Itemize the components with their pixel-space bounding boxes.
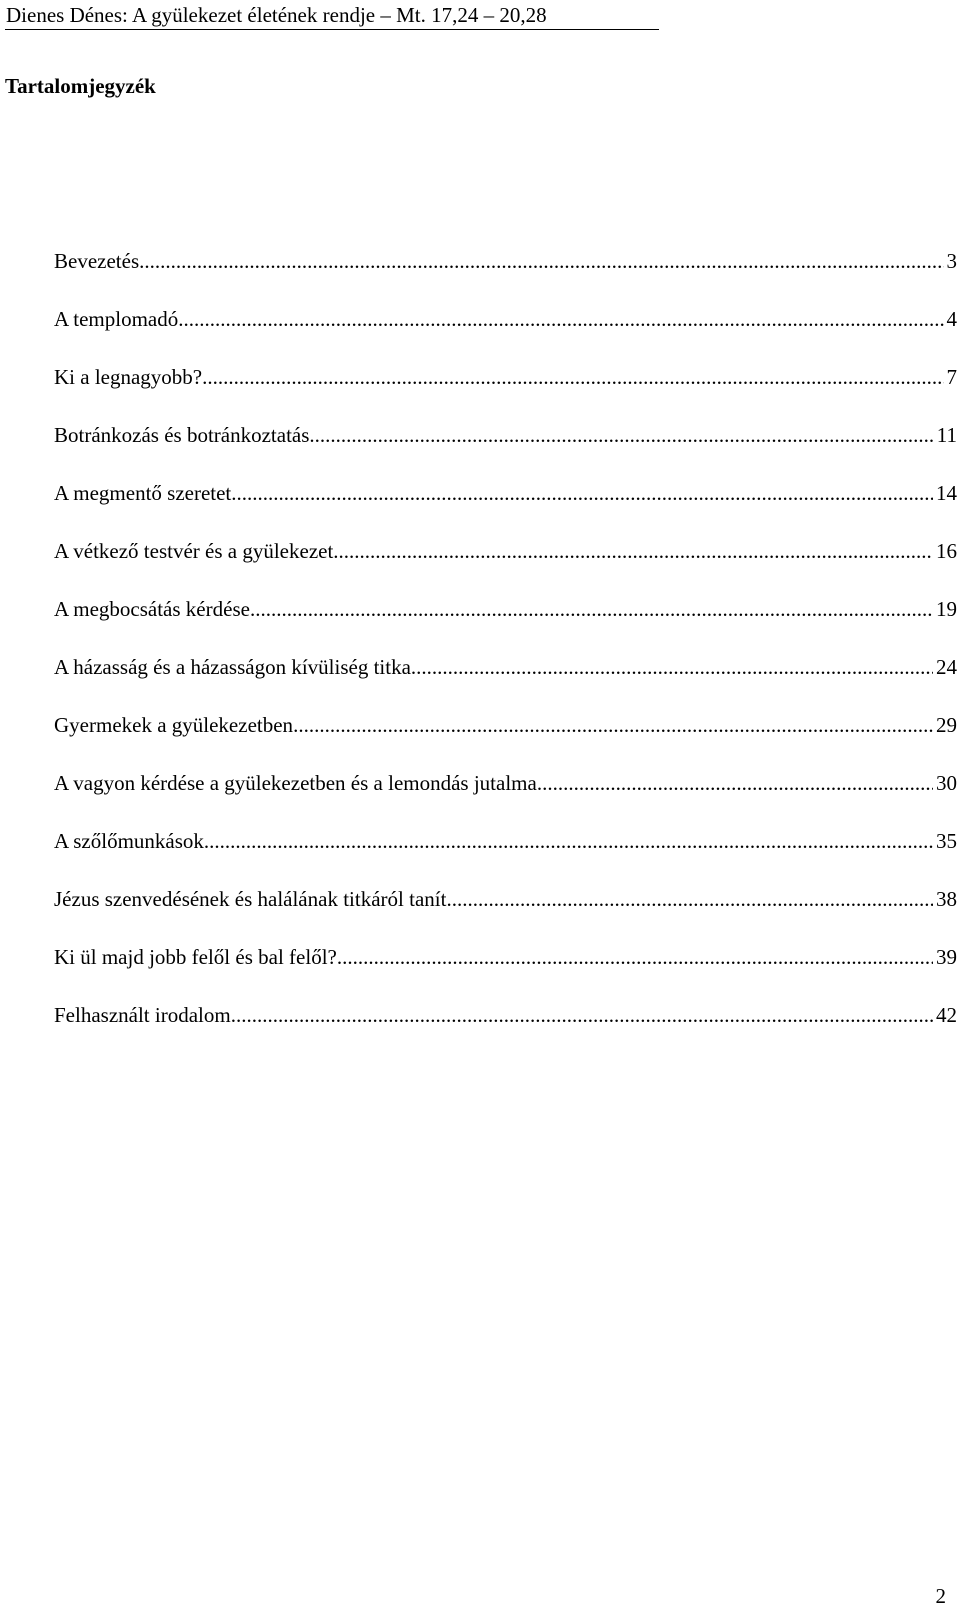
toc-entry-page: 4: [946, 307, 957, 331]
dot-leader: [411, 653, 933, 681]
dot-leader: [537, 769, 933, 797]
toc-entry-page: 24: [936, 655, 957, 679]
toc-entry[interactable]: [54, 943, 957, 1001]
toc-entry-page: 30: [936, 771, 957, 795]
toc-entry-page: 38: [936, 887, 957, 911]
toc-entry-page: 42: [936, 1003, 957, 1027]
dot-leader: [250, 595, 933, 623]
toc-entry-page: 19: [936, 597, 957, 621]
toc-entry-label: A megbocsátás kérdése: [54, 597, 250, 621]
toc-entry[interactable]: [54, 653, 957, 711]
toc-title: Tartalomjegyzék: [5, 74, 156, 98]
page-number: 2: [935, 1584, 946, 1608]
toc-entry[interactable]: [54, 421, 957, 479]
toc-entry-page: 14: [936, 481, 957, 505]
toc-entry[interactable]: [54, 363, 957, 421]
toc-entry[interactable]: [54, 305, 957, 363]
dot-leader: [202, 363, 943, 391]
toc-entry-page: 3: [946, 249, 957, 273]
toc-entry-label: A vagyon kérdése a gyülekezetben és a lemondás jutalma: [54, 771, 537, 795]
toc-entry-page: 39: [936, 945, 957, 969]
toc-entry-label: A szőlőmunkások: [54, 829, 204, 853]
toc-entry-label: Botránkozás és botránkoztatás: [54, 423, 310, 447]
dot-leader: [293, 711, 933, 739]
dot-leader: [309, 421, 933, 449]
dot-leader: [231, 479, 933, 507]
toc-entry-label: Ki a legnagyobb?: [54, 365, 203, 389]
toc-entry[interactable]: [54, 247, 957, 305]
toc-entry-label: Ki ül majd jobb felől és bal felől?: [54, 945, 337, 969]
header-underline: [5, 29, 659, 30]
table-of-contents: [54, 247, 957, 1059]
dot-leader: [139, 247, 943, 275]
toc-entry[interactable]: [54, 479, 957, 537]
dot-leader: [337, 943, 933, 971]
dot-leader: [204, 827, 933, 855]
dot-leader: [231, 1001, 933, 1029]
toc-entry[interactable]: [54, 537, 957, 595]
toc-entry-label: Gyermekek a gyülekezetben: [54, 713, 294, 737]
dot-leader: [333, 537, 933, 565]
toc-entry-page: 29: [936, 713, 957, 737]
toc-entry[interactable]: [54, 711, 957, 769]
dot-leader: [178, 305, 943, 333]
toc-entry[interactable]: [54, 595, 957, 653]
toc-entry[interactable]: [54, 885, 957, 943]
toc-entry-label: A vétkező testvér és a gyülekezet: [54, 539, 334, 563]
toc-entry-page: 11: [936, 423, 957, 447]
toc-entry-label: A házasság és a házasságon kívüliség titka: [54, 655, 411, 679]
running-header: Dienes Dénes: A gyülekezet életének rendje – Mt. 17,24 – 20,28: [6, 3, 547, 27]
toc-entry-label: Bevezetés: [54, 249, 140, 273]
toc-entry-label: A megmentő szeretet: [54, 481, 232, 505]
toc-entry-page: 16: [936, 539, 957, 563]
toc-entry[interactable]: [54, 827, 957, 885]
toc-entry-label: Felhasznált irodalom: [54, 1003, 231, 1027]
toc-entry[interactable]: [54, 1001, 957, 1059]
toc-entry-label: A templomadó: [54, 307, 179, 331]
toc-entry[interactable]: [54, 769, 957, 827]
toc-entry-page: 35: [936, 829, 957, 853]
toc-entry-page: 7: [946, 365, 957, 389]
dot-leader: [446, 885, 933, 913]
toc-entry-label: Jézus szenvedésének és halálának titkáról tanít: [54, 887, 447, 911]
